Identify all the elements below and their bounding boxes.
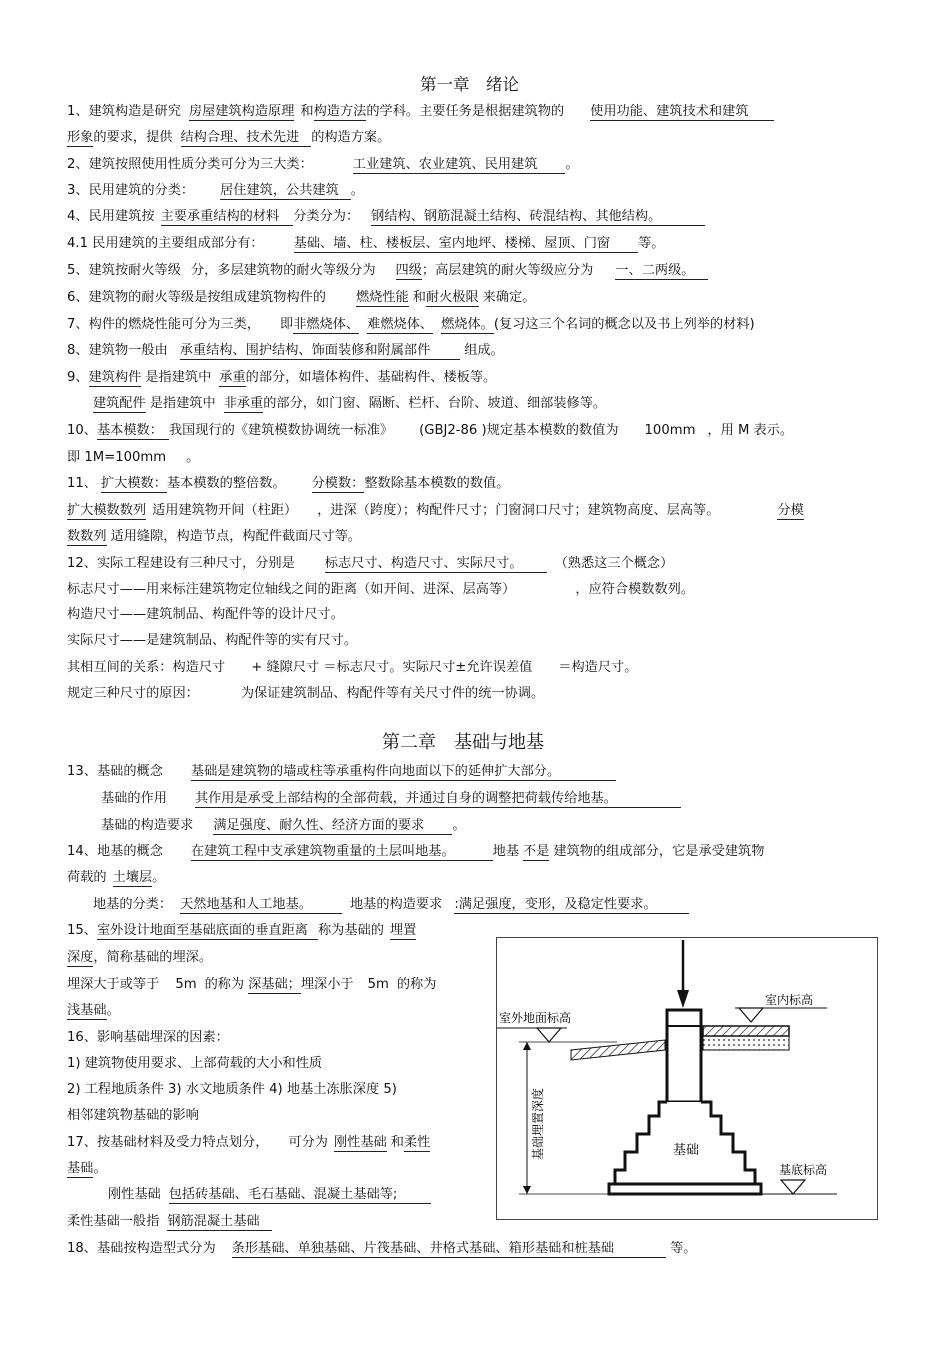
indoor-level-label: 室内标高 — [765, 993, 814, 1007]
q13-line-3: 基础的构造要求 满足强度、耐久性、经济方面的要求 。 — [101, 818, 466, 833]
base-level-marker-icon — [761, 1180, 837, 1194]
q18-line: 18、基础按构造型式分为 条形基础、单独基础、片筏基础、井格式基础、箱形基础和桩基础 等。 — [67, 1241, 697, 1256]
floor-slab — [703, 1026, 789, 1036]
q4-1-line: 4.1 民用建筑的主要组成部分有： 基础、墙、柱、楼板层、室内地坪、楼梯、屋顶、门窗 等。 — [67, 236, 665, 251]
chapter-1-title: 第一章 绪论 — [420, 75, 519, 94]
foundation-diagram-drawing — [497, 938, 879, 1221]
q12-actual-size: 实际尺寸——是建筑制品、构配件等的实有尺寸。 — [67, 633, 358, 648]
q15-line-4: 浅基础。 — [67, 1003, 120, 1018]
q3-line: 3、民用建筑的分类： 居住建筑，公共建筑 。 — [67, 183, 364, 198]
load-arrow-icon — [677, 940, 689, 1008]
q17-line-2: 基础。 — [67, 1161, 107, 1176]
q12-reason: 规定三种尺寸的原因： 为保证建筑制品、构配件等有关尺寸件的统一协调。 — [67, 686, 545, 701]
q17-line-1: 17、按基础材料及受力特点划分， 可分为 刚性基础 和柔性 — [67, 1135, 431, 1150]
outdoor-level-marker-icon — [497, 1028, 567, 1042]
q12-line: 12、实际工程建设有三种尺寸，分别是 标志尺寸、构造尺寸、实际尺寸。 （熟悉这三个概念） — [67, 556, 674, 571]
q8-line: 8、建筑物一般由 承重结构、围护结构、饰面装修和附属部件 组成。 — [67, 343, 504, 358]
foundation-base — [609, 1184, 761, 1194]
q16-item-2: 2) 工程地质条件 3) 水文地质条件 4) 地基土冻胀深度 5) — [67, 1082, 397, 1097]
foundation-diagram — [496, 937, 878, 1220]
q17-rigid: 刚性基础 包括砖基础、毛石基础、混凝土基础等; — [108, 1185, 431, 1205]
q10-line-2: 即 1M=100mm 。 — [67, 450, 200, 465]
foundation-label: 基础 — [673, 1143, 700, 1158]
chapter-2-title: 第二章 基础与地基 — [382, 732, 544, 753]
q2-line: 2、建筑按照使用性质分类可分为三大类： 工业建筑、农业建筑、民用建筑 。 — [67, 157, 579, 172]
q16-title: 16、影响基础埋深的因素： — [67, 1030, 229, 1045]
q1-line-1: 1、建筑构造是研究 房屋建筑构造原理 和构造方法的学科。主要任务是根据建筑物的 使用功能、建筑技术和建筑 — [67, 102, 774, 122]
q12-relation: 其相互间的关系：构造尺寸 + 缝隙尺寸 ＝标志尺寸。实际尺寸±允许误差值 ＝构造尺寸。 — [67, 660, 638, 675]
q16-item-3: 相邻建筑物基础的影响 — [67, 1108, 199, 1123]
q14-line-2: 荷载的 土壤层。 — [67, 870, 166, 885]
q9-line-1: 9、建筑构件 是指建筑中 承重的部分，如墙体构件、基础构件、楼板等。 — [67, 370, 497, 385]
wall — [667, 1010, 701, 1102]
q11-line-2: 扩大模数数列 适用建筑物开间（柱距） ，进深（跨度）；构配件尺寸；门窗洞口尺寸；建筑物高度、层高等。 分模 — [67, 503, 804, 518]
q12-marked-size: 标志尺寸——用来标注建筑物定位轴线之间的距离（如开间、进深、层高等） ，应符合模数数列。 — [67, 582, 695, 597]
outdoor-level-label: 室外地面标高 — [499, 1011, 572, 1025]
q11-line-1: 11、 扩大模数：基本模数的整倍数。 分模数：整数除基本模数的数值。 — [67, 476, 510, 491]
q12-construct-size: 构造尺寸——建筑制品、构配件等的设计尺寸。 — [67, 607, 344, 622]
q14-line-3: 地基的分类： 天然地基和人工地基。 地基的构造要求 :满足强度，变形，及稳定性要求。 — [93, 895, 689, 915]
q7-line: 7、构件的燃烧性能可分为三类， 即非燃烧体、 难燃烧体、 燃烧体。(复习这三个名词的概念以及书上列举的材料) — [67, 317, 755, 332]
q1-line-2: 形象的要求，提供 结构合理、技术先进 的构造方案。 — [67, 130, 391, 145]
q9-line-2: 建筑配件 是指建筑中 非承重的部分，如门窗、隔断、栏杆、台阶、坡道、细部装修等。 — [93, 396, 607, 411]
depth-label: 基础埋置深度 — [531, 1087, 545, 1160]
q16-item-1: 1) 建筑物使用要求、上部荷载的大小和性质 — [67, 1056, 323, 1071]
base-level-label: 基底标高 — [779, 1163, 828, 1177]
q5-line: 5、建筑按耐火等级 分，多层建筑物的耐火等级分为 四级；高层建筑的耐火等级应分为 一、二两级。 — [67, 261, 708, 281]
q6-line: 6、建筑物的耐火等级是按组成建筑物构件的 燃烧性能 和耐火极限 来确定。 — [67, 290, 536, 305]
indoor-level-marker-icon — [735, 1008, 827, 1022]
floor-bedding — [703, 1036, 789, 1050]
q10-line-1: 10、基本模数： 我国现行的《建筑模数协调统一标准》 (GBJ2-86 )规定基本模数的数值为 100mm ，用 M 表示。 — [67, 423, 794, 438]
q14-line-1: 14、地基的概念 在建筑工程中支承建筑物重量的土层叫地基。 地基 不是 建筑物的组成部分，它是承受建筑物 — [67, 844, 765, 859]
q15-line-1: 15、室外设计地面至基础底面的垂直距离 称为基础的 埋置 — [67, 923, 417, 938]
q13-line-2: 基础的作用 其作用是承受上部结构的全部荷载，并通过自身的调整把荷载传给地基。 — [101, 789, 681, 809]
q4-line: 4、民用建筑按 主要承重结构的材料 分类分为： 钢结构、钢筋混凝土结构、砖混结构、其他结构。 — [67, 207, 705, 227]
q11-line-3: 数数列 适用缝隙，构造节点，构配件截面尺寸等。 — [67, 529, 362, 544]
q15-line-3: 埋深大于或等于 5m 的称为 深基础；埋深小于 5m 的称为 — [67, 977, 437, 992]
q13-line-1: 13、基础的概念 基础是建筑物的墙或柱等承重构件向地面以下的延伸扩大部分。 — [67, 762, 616, 782]
outdoor-ground — [571, 1040, 665, 1060]
q17-flexible: 柔性基础一般指 钢筋混凝土基础 — [67, 1212, 272, 1232]
q15-line-2: 深度，简称基础的埋深。 — [67, 950, 213, 965]
